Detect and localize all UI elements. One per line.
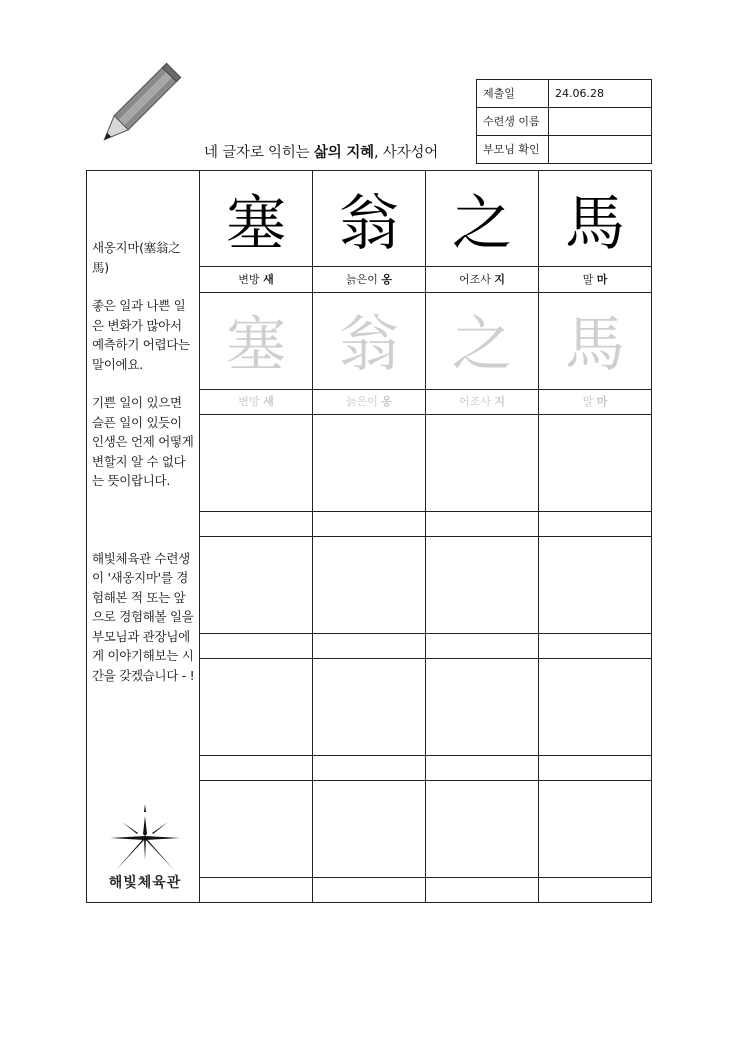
idiom-description: 기쁜 일이 있으면 슬픈 일이 있듯이 인생은 언제 어떻게 변할지 알 수 없다는 뜻이랍니다. bbox=[92, 395, 194, 488]
trace-char-4[interactable]: 馬 bbox=[565, 310, 625, 380]
trace-reading-2[interactable]: 늙은이 옹 bbox=[345, 394, 393, 408]
info-table bbox=[476, 79, 652, 164]
char-reading-3: 어조사 지 bbox=[458, 273, 506, 286]
char-reading-2: 늙은이 옹 bbox=[345, 273, 393, 286]
char-reading-4: 말 마 bbox=[582, 273, 608, 286]
idiom-meaning: 좋은 일과 나쁜 일은 변화가 많아서 예측하기 어렵다는 말이에요. bbox=[92, 298, 190, 372]
hanja-char-3: 之 bbox=[452, 188, 512, 259]
trace-char-1[interactable]: 塞 bbox=[226, 310, 286, 380]
gym-name: 해빛체육관 bbox=[108, 875, 182, 891]
hanja-char-4: 馬 bbox=[565, 188, 625, 259]
info-label: 부모님 확인 bbox=[477, 136, 549, 164]
idiom-explanation bbox=[92, 238, 196, 704]
hanja-char-2: 翁 bbox=[339, 188, 399, 259]
idiom-title: 새옹지마(塞翁之馬) bbox=[92, 240, 181, 275]
trace-reading-4[interactable]: 말 마 bbox=[582, 394, 608, 408]
info-row-date bbox=[477, 80, 651, 108]
trace-char-2[interactable]: 翁 bbox=[339, 310, 399, 380]
trace-reading-1[interactable]: 변방 새 bbox=[238, 394, 274, 408]
char-reading-1: 변방 새 bbox=[238, 273, 274, 286]
pencil-icon bbox=[86, 62, 182, 158]
info-label: 제출일 bbox=[477, 80, 549, 107]
info-label: 수련생 이름 bbox=[477, 108, 549, 135]
info-row-name bbox=[477, 108, 651, 136]
worksheet-subtitle: 네 글자로 익히는 삶의 지혜, 사자성어 bbox=[204, 145, 439, 161]
trace-reading-3[interactable]: 어조사 지 bbox=[458, 394, 506, 408]
trace-char-3[interactable]: 之 bbox=[452, 310, 512, 380]
submission-date[interactable]: 24.06.28 bbox=[555, 87, 604, 100]
info-row-parent bbox=[477, 136, 651, 164]
hanja-char-1: 塞 bbox=[226, 188, 286, 259]
activity-instruction: 해빛체육관 수련생이 '새옹지마'를 경험해본 적 또는 앞으로 경험해볼 일을 부모님과 관장님에게 이야기해보는 시간을 갖겠습니다 - ! bbox=[92, 550, 195, 683]
